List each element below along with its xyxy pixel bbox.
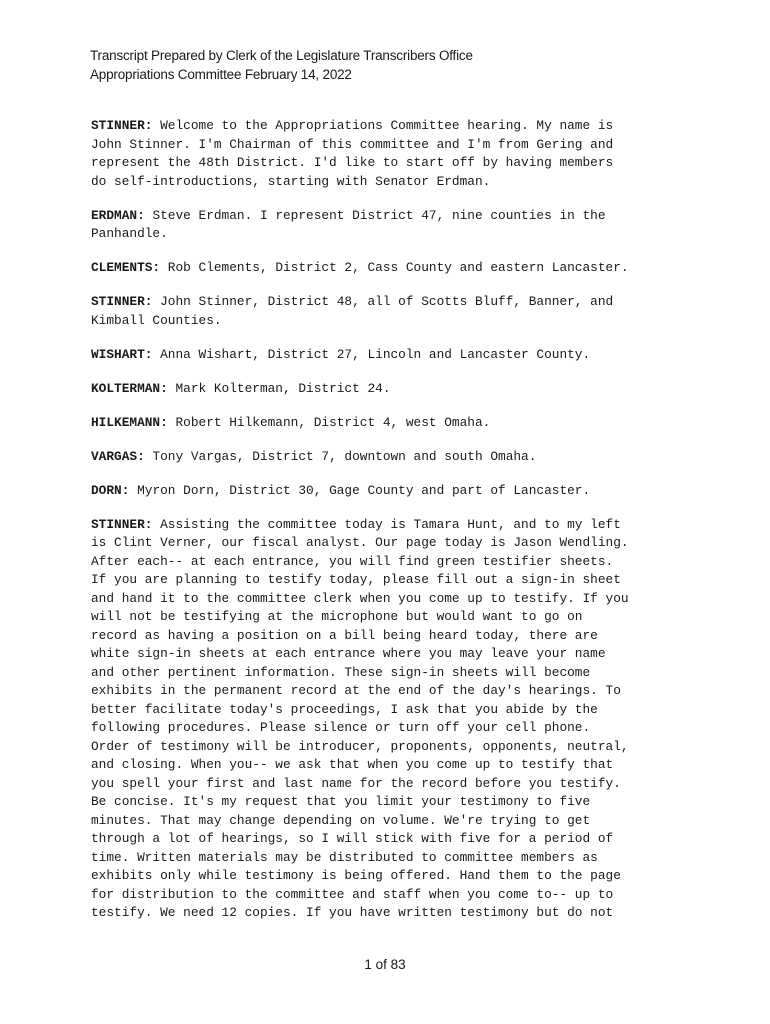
transcript-line xyxy=(91,701,691,720)
transcript-line xyxy=(91,207,691,226)
transcript-line xyxy=(91,136,691,155)
line-text: After each-- at each entrance, you will find green testifier sheets. xyxy=(91,553,614,569)
transcript-line xyxy=(91,571,691,590)
transcript-paragraph xyxy=(91,259,691,278)
transcript-line xyxy=(91,312,691,331)
line-text: time. Written materials may be distributed to committee members as xyxy=(91,849,598,865)
line-text: Steve Erdman. I represent District 47, nine counties in the xyxy=(144,207,606,223)
line-text: Assisting the committee today is Tamara Hunt, and to my left xyxy=(152,516,621,532)
line-text: Myron Dorn, District 30, Gage County and part of Lancaster. xyxy=(129,482,591,498)
transcript-line xyxy=(91,608,691,627)
speaker-name: STINNER: xyxy=(91,118,153,133)
transcript-line xyxy=(91,346,691,365)
transcript-line xyxy=(91,645,691,664)
transcript-paragraph xyxy=(91,448,691,467)
line-text: for distribution to the committee and staff when you come to-- up to xyxy=(91,886,614,902)
line-text: is Clint Verner, our fiscal analyst. Our page today is Jason Wendling. xyxy=(91,535,629,550)
header-title: Transcript Prepared by Clerk of the Legislature Transcribers Office xyxy=(90,48,473,63)
speaker-name: VARGAS: xyxy=(91,448,145,464)
transcript-paragraph xyxy=(91,293,691,330)
transcript-line xyxy=(91,414,691,433)
transcript-line xyxy=(91,664,691,683)
line-text: following procedures. Please silence or turn off your cell phone. xyxy=(91,720,591,735)
line-text: Be concise. It's my request that you limit your testimony to five xyxy=(91,794,591,809)
line-text: Anna Wishart, District 27, Lincoln and Lancaster County. xyxy=(152,346,591,362)
line-text: Robert Hilkemann, District 4, west Omaha. xyxy=(167,414,491,430)
transcript-paragraph xyxy=(91,414,691,433)
transcript-line xyxy=(91,534,691,553)
transcript-paragraph xyxy=(91,117,691,191)
header-subtitle: Appropriations Committee February 14, 2022 xyxy=(90,67,352,82)
transcript-line xyxy=(91,259,691,278)
transcript-paragraph xyxy=(91,207,691,244)
line-text: If you are planning to testify today, please fill out a sign-in sheet xyxy=(91,572,621,587)
transcript-line xyxy=(91,154,691,173)
line-text: record as having a position on a bill being heard today, there are xyxy=(91,627,598,643)
transcript-line xyxy=(91,225,691,244)
line-text: John Stinner. I'm Chairman of this committee and I'm from Gering and xyxy=(91,136,614,152)
transcript-line xyxy=(91,448,691,467)
line-text: white sign-in sheets at each entrance where you may leave your name xyxy=(91,646,606,661)
transcript-line xyxy=(91,904,691,923)
line-text: will not be testifying at the microphone but would want to go on xyxy=(91,609,583,624)
transcript-line xyxy=(91,886,691,905)
transcript-body xyxy=(91,117,691,938)
transcript-line xyxy=(91,682,691,701)
line-text: minutes. That may change depending on volume. We're trying to get xyxy=(91,812,591,828)
transcript-line xyxy=(91,627,691,646)
line-text: through a lot of hearings, so I will stick with five for a period of xyxy=(91,831,614,846)
transcript-line xyxy=(91,117,691,136)
transcript-line xyxy=(91,590,691,609)
transcript-line xyxy=(91,553,691,572)
transcript-line xyxy=(91,738,691,757)
transcript-paragraph xyxy=(91,482,691,501)
speaker-name: HILKEMANN: xyxy=(91,414,168,430)
transcript-line xyxy=(91,793,691,812)
transcript-line xyxy=(91,719,691,738)
transcript-line xyxy=(91,812,691,831)
line-text: exhibits only while testimony is being offered. Hand them to the page xyxy=(91,868,621,883)
line-text: Mark Kolterman, District 24. xyxy=(167,380,391,396)
line-text: Kimball Counties. xyxy=(91,312,222,328)
speaker-name: KOLTERMAN: xyxy=(91,380,168,396)
line-text: exhibits in the permanent record at the end of the day's hearings. To xyxy=(91,683,621,698)
transcript-line xyxy=(91,867,691,886)
line-text: you spell your first and last name for the record before you testify. xyxy=(91,775,621,791)
line-text: John Stinner, District 48, all of Scotts Bluff, Banner, and xyxy=(152,294,614,309)
line-text: and hand it to the committee clerk when you come up to testify. If you xyxy=(91,590,629,606)
transcript-line xyxy=(91,830,691,849)
line-text: Welcome to the Appropriations Committee hearing. My name is xyxy=(152,118,614,133)
transcript-line xyxy=(91,380,691,399)
transcript-line xyxy=(91,516,691,535)
speaker-name: DORN: xyxy=(91,482,130,498)
line-text: better facilitate today's proceedings, I ask that you abide by the xyxy=(91,701,598,717)
transcript-line xyxy=(91,293,691,312)
transcript-line xyxy=(91,482,691,501)
transcript-paragraph xyxy=(91,380,691,399)
page-number: 1 of 83 xyxy=(364,957,406,972)
line-text: Order of testimony will be introducer, proponents, opponents, neutral, xyxy=(91,738,629,754)
speaker-name: WISHART: xyxy=(91,346,153,362)
line-text: testify. We need 12 copies. If you have written testimony but do not xyxy=(91,905,614,920)
line-text: Rob Clements, District 2, Cass County and eastern Lancaster. xyxy=(160,260,629,275)
line-text: and other pertinent information. These sign-in sheets will become xyxy=(91,664,591,680)
speaker-name: ERDMAN: xyxy=(91,207,145,223)
transcript-line xyxy=(91,775,691,794)
transcript-line xyxy=(91,756,691,775)
transcript-line xyxy=(91,849,691,868)
line-text: represent the 48th District. I'd like to start off by having members xyxy=(91,155,614,170)
transcript-paragraph xyxy=(91,516,691,923)
line-text: Tony Vargas, District 7, downtown and south Omaha. xyxy=(144,448,537,464)
speaker-name: STINNER: xyxy=(91,294,153,309)
line-text: Panhandle. xyxy=(91,226,168,241)
transcript-paragraph xyxy=(91,346,691,365)
transcript-line xyxy=(91,173,691,192)
line-text: do self-introductions, starting with Senator Erdman. xyxy=(91,173,491,189)
speaker-name: STINNER: xyxy=(91,516,153,532)
speaker-name: CLEMENTS: xyxy=(91,260,161,275)
page-header xyxy=(90,46,473,84)
line-text: and closing. When you-- we ask that when you come up to testify that xyxy=(91,757,614,772)
